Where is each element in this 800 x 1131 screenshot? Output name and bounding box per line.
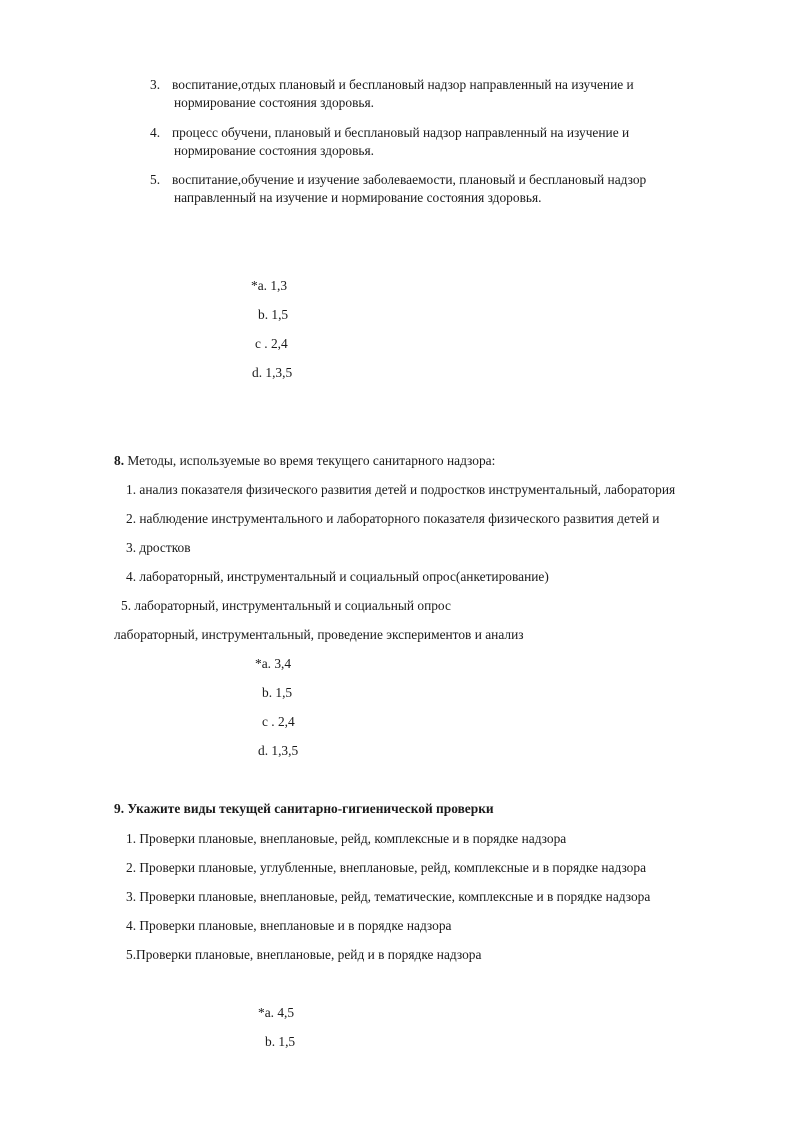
item-number: 3. (150, 77, 161, 92)
answer-option: b. 1,5 (265, 1034, 296, 1049)
list-item: 1. анализ показателя физического развития детей и подростков инструментальный, лаборатория (126, 482, 676, 497)
list-item: 3. Проверки плановые, внеплановые, рейд, тематические, комплексные и в порядке надзора (126, 889, 651, 904)
question-text: Методы, используемые во время текущего санитарного надзора: (127, 453, 496, 468)
list-item: 2. наблюдение инструментального и лабораторного показателя физического развития детей и (126, 511, 660, 526)
list-item: 3. дростков (126, 540, 191, 555)
answer-option: *a. 3,4 (255, 656, 292, 671)
item-text: воспитание,обучение и изучение заболеваемости, плановый и бесплановый надзор (172, 172, 647, 187)
item-number: 4. (150, 125, 161, 140)
item-text: процесс обучени, плановый и бесплановый надзор направленный на изучение и (172, 125, 630, 140)
answer-option: *a. 1,3 (251, 278, 288, 293)
answer-option: c . 2,4 (255, 336, 288, 351)
answer-option: d. 1,3,5 (252, 365, 293, 380)
question-number: 8. (114, 453, 125, 468)
list-item: 2. Проверки плановые, углубленные, внеплановые, рейд, комплексные и в порядке надзора (126, 860, 647, 875)
item-text: воспитание,отдых плановый и бесплановый надзор направленный на изучение и (172, 77, 634, 92)
answer-option: d. 1,3,5 (258, 743, 299, 758)
item-number: 5. (150, 172, 161, 187)
list-item: 1. Проверки плановые, внеплановые, рейд, комплексные и в порядке надзора (126, 831, 567, 846)
answer-option: b. 1,5 (262, 685, 293, 700)
list-item: 4. Проверки плановые, внеплановые и в порядке надзора (126, 918, 452, 933)
item-text-continued: нормирование состояния здоровья. (174, 95, 375, 110)
answer-option: b. 1,5 (258, 307, 289, 322)
question-title (114, 452, 495, 470)
list-item: 4. лабораторный, инструментальный и социальный опрос(анкетирование) (126, 569, 549, 584)
answer-option: c . 2,4 (262, 714, 295, 729)
list-item (150, 124, 742, 160)
answer-option: *a. 4,5 (258, 1005, 295, 1020)
list-item: 5. лабораторный, инструментальный и социальный опрос (121, 598, 451, 613)
item-text-continued: нормирование состояния здоровья. (174, 143, 375, 158)
question-title: 9. Укажите виды текущей санитарно-гигиенической проверки (114, 801, 494, 816)
list-item (150, 76, 742, 112)
list-item (150, 171, 742, 207)
list-item: 5.Проверки плановые, внеплановые, рейд и в порядке надзора (126, 947, 482, 962)
list-item: лабораторный, инструментальный, проведение экспериментов и анализ (114, 627, 524, 642)
item-text-continued: направленный на изучение и нормирование состояния здоровья. (174, 190, 542, 205)
